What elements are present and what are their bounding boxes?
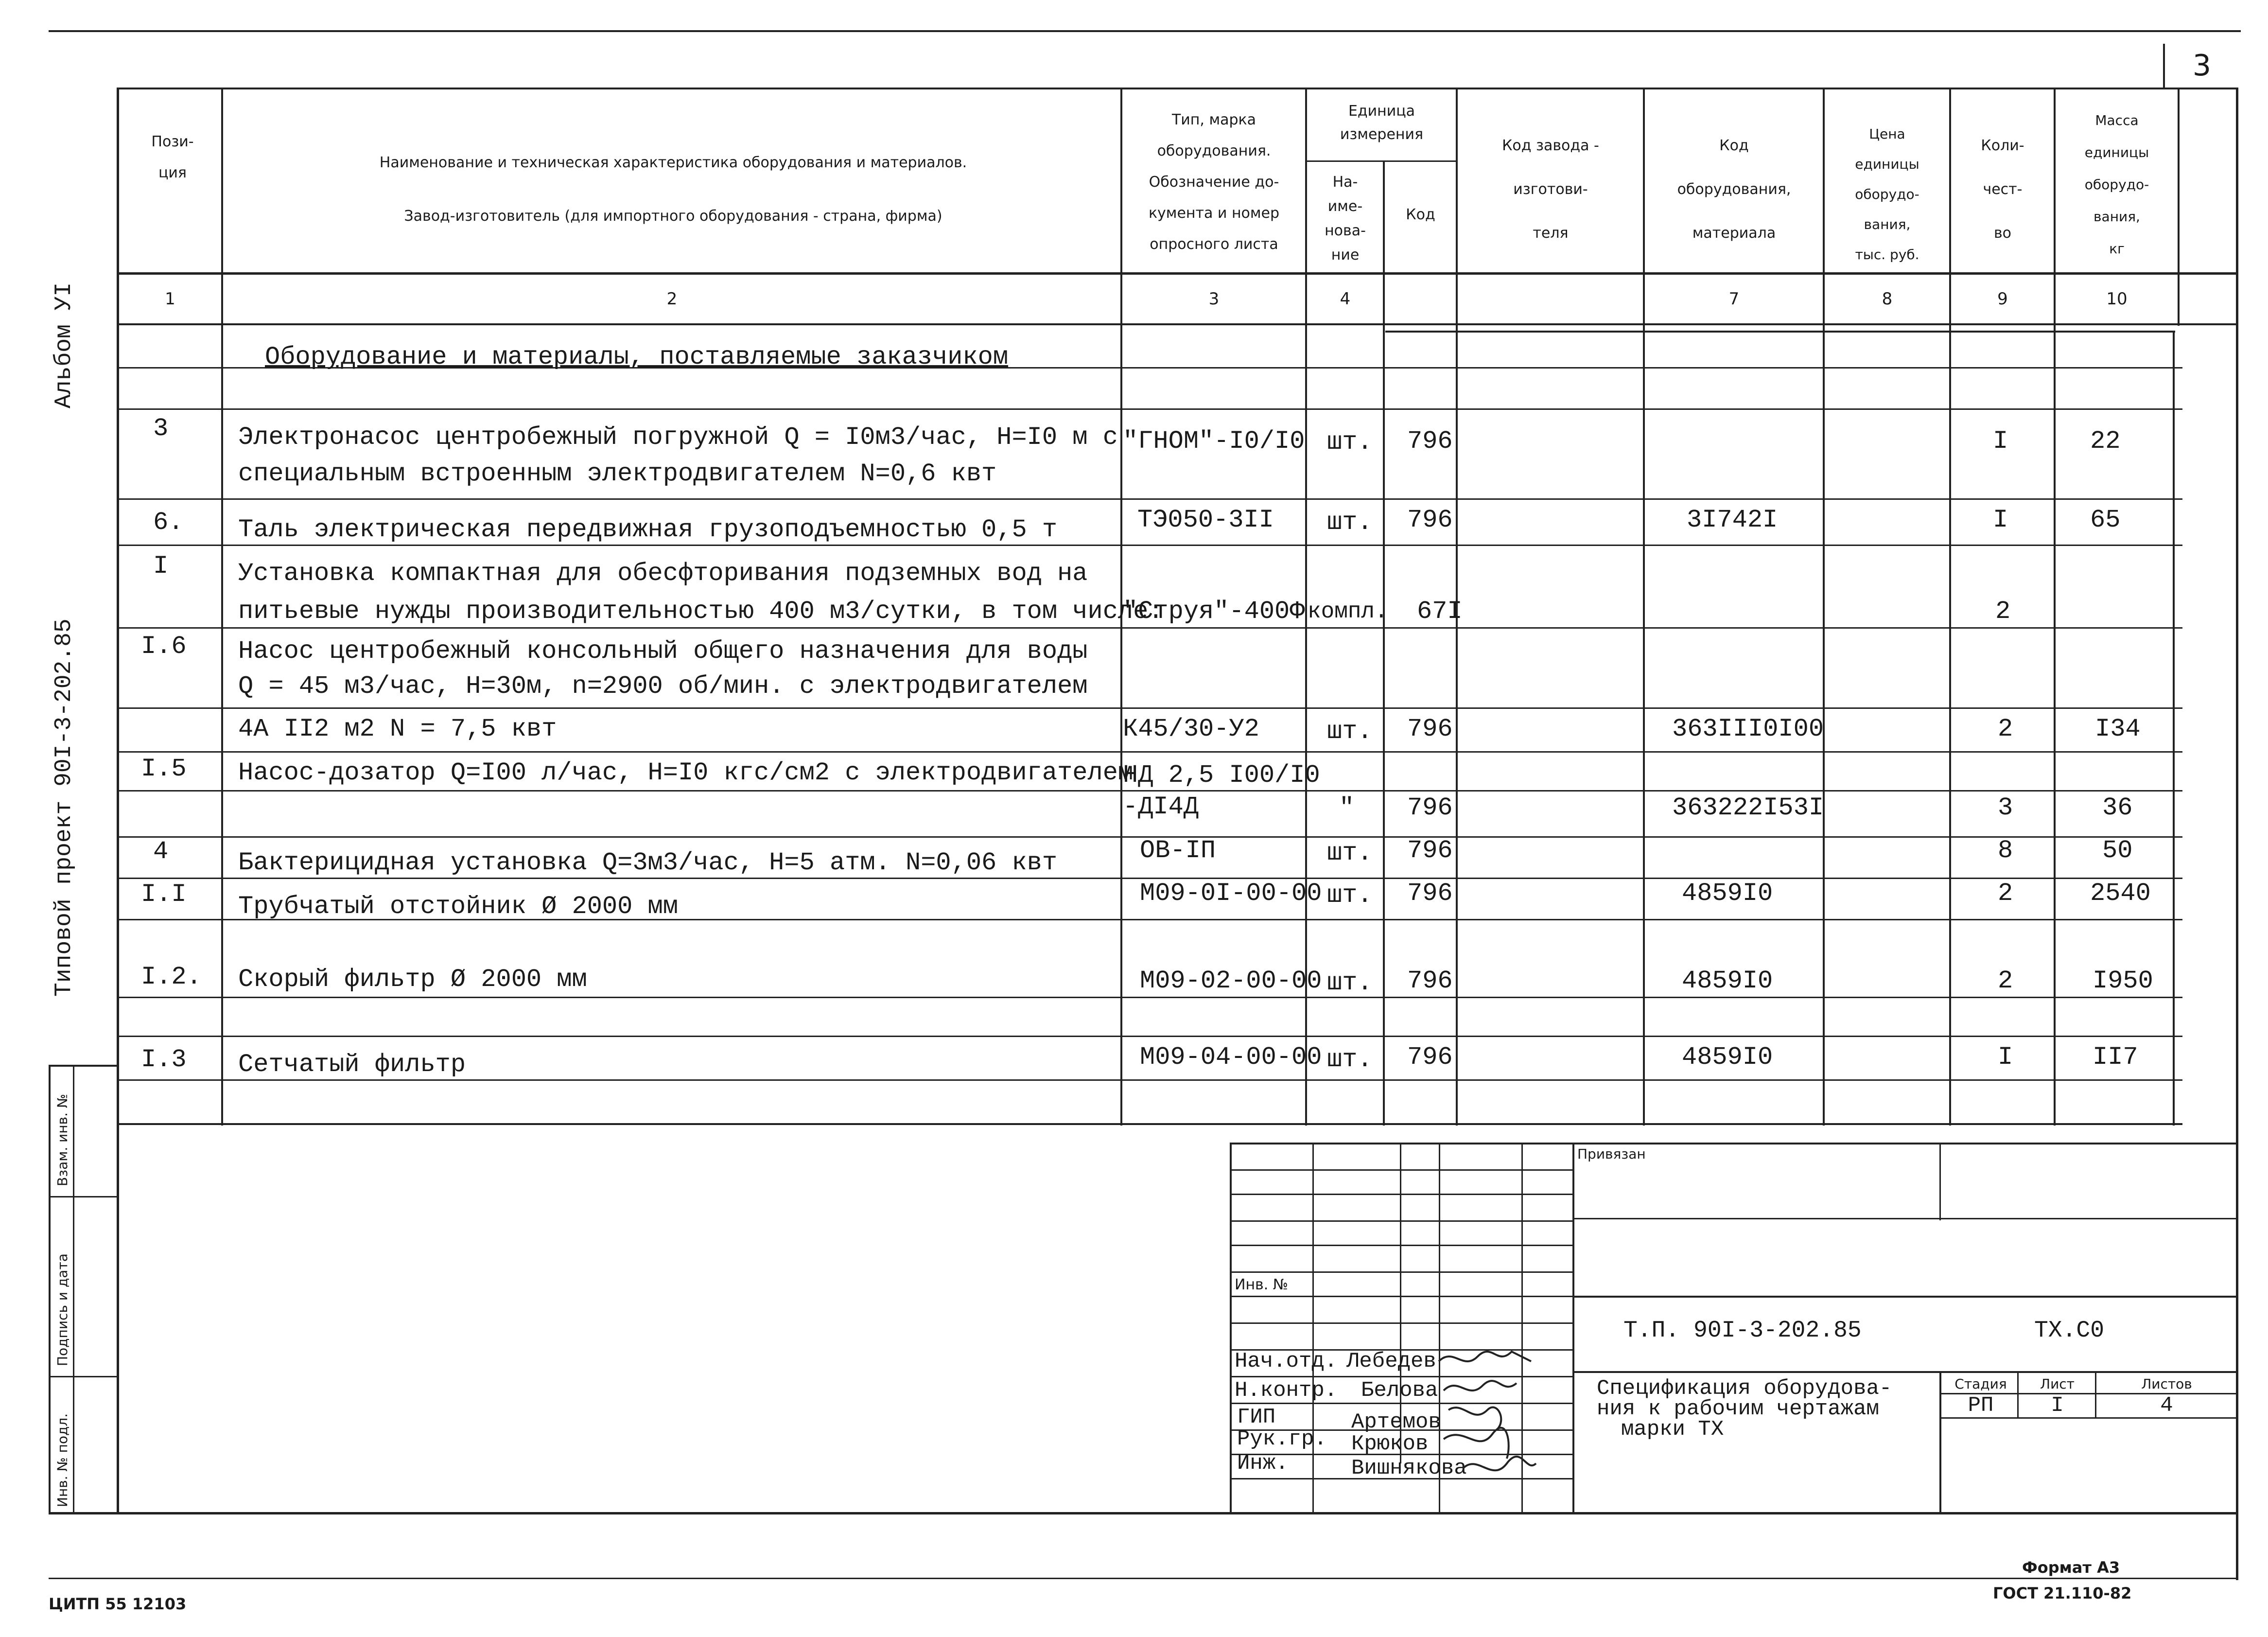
row-unit: шт. (1327, 717, 1373, 746)
colnum-4: 4 (1340, 289, 1351, 309)
row-code: 796 (1407, 1043, 1453, 1072)
row-eq-code: 363222I53I (1672, 793, 1824, 822)
row-pos: 3 (153, 414, 169, 443)
row-qty: 2 (1998, 879, 2013, 908)
document-mark: ТХ.С0 (2034, 1318, 2105, 1344)
sheet-value: I (2051, 1393, 2064, 1418)
frame-inner-top (117, 88, 2238, 89)
inv-no-label: Инв. № (1235, 1276, 1289, 1293)
signatures-image (1434, 1342, 1546, 1488)
row-unit: шт. (1327, 839, 1373, 867)
row-name: Таль электрическая передвижная грузоподъемностью 0,5 т (238, 515, 1058, 544)
row-pos: I (153, 552, 169, 581)
format-label: Формат А3 (2022, 1558, 2120, 1577)
header-position: Пози- ция (151, 133, 194, 181)
signer-name: Белова (1361, 1378, 1438, 1403)
row-pos: I.6 (141, 632, 187, 661)
row-mass: 22 (2090, 427, 2121, 456)
row-name: питьевые нужды производительностью 400 м3/сутки, в том числе: (238, 597, 1164, 626)
privyazan-label: Привязан (1577, 1146, 1646, 1162)
row-name: 4А II2 м2 N = 7,5 квт (238, 715, 557, 743)
row-name: Скорый фильтр Ø 2000 мм (238, 965, 587, 994)
row-type: "Струя"-400Ф (1123, 597, 1305, 626)
row-code: 796 (1407, 506, 1453, 534)
signer-name: Вишнякова (1351, 1456, 1467, 1480)
header-quantity: Коли- чест- во (1981, 137, 2024, 242)
project-label: Типовой проект 90I-3-202.85 (51, 618, 77, 997)
row-qty: 3 (1998, 793, 2013, 822)
row-name: Бактерицидная установка Q=3м3/час, Н=5 атм. N=0,06 квт (238, 848, 1058, 877)
side-stamp-inv-podl: Инв. № подл. (54, 1413, 70, 1507)
row-type: ОВ-IП (1140, 836, 1216, 865)
colnum-10: 10 (2106, 289, 2128, 309)
album-label: Альбом УI (51, 282, 77, 408)
header-equipment-code: Код оборудования, материала (1677, 137, 1791, 242)
row-name: специальным встроенным электродвигателем N=0,6 квт (238, 459, 997, 488)
row-mass: 2540 (2090, 879, 2151, 908)
signer-name: Лебедев (1346, 1349, 1436, 1373)
row-type: М09-04-00-00 (1140, 1043, 1322, 1072)
row-mass: I950 (2093, 967, 2153, 995)
row-code: 796 (1407, 715, 1453, 743)
signer-role: Нач.отд. (1235, 1349, 1338, 1373)
header-factory-code: Код завода - изготови- теля (1502, 137, 1599, 242)
colnum-1: 1 (165, 289, 175, 309)
row-eq-code: 363III0I00 (1672, 715, 1824, 743)
row-unit: шт. (1327, 1045, 1373, 1074)
side-stamp-vzam: Взам. инв. № (54, 1093, 70, 1186)
row-name: Насос-дозатор Q=I00 л/час, Н=I0 кгс/см2 с электродвигателем (238, 758, 1134, 787)
row-type: ТЭ050-3II (1137, 506, 1274, 534)
signer-role: ГИП (1237, 1405, 1276, 1429)
row-pos: I.5 (141, 755, 187, 783)
row-code: 796 (1407, 793, 1453, 822)
row-unit: " (1339, 793, 1355, 822)
row-name: Q = 45 м3/час, Н=30м, n=2900 об/мин. с электродвигателем (238, 672, 1088, 701)
row-eq-code: 4859I0 (1682, 879, 1773, 908)
row-name: Сетчатый фильтр (238, 1050, 466, 1079)
colnum-3: 3 (1208, 289, 1220, 309)
row-pos: I.2. (141, 963, 202, 991)
colnum-8: 8 (1882, 289, 1893, 309)
row-qty: 2 (1998, 715, 2013, 743)
row-qty: I (1998, 1043, 2013, 1072)
stage-label: Стадия (1954, 1376, 2007, 1392)
frame-right (2236, 88, 2238, 1580)
sheets-value: 4 (2160, 1393, 2173, 1418)
row-mass: 65 (2090, 506, 2121, 534)
header-unit-name: На- име- нова- ние (1325, 174, 1366, 264)
row-code: 796 (1407, 427, 1453, 456)
header-unit-group: Единица измерения (1340, 103, 1424, 143)
sheet-label: Лист (2040, 1376, 2075, 1392)
row-unit: шт. (1327, 428, 1373, 457)
header-price: Цена единицы оборудо- вания, тыс. руб. (1855, 126, 1919, 263)
signer-name: Артемов (1351, 1410, 1441, 1434)
row-qty: I (1993, 506, 2008, 534)
print-code: ЦИТП 55 12103 (49, 1595, 187, 1613)
row-name: Насос центробежный консольный общего назначения для воды (238, 637, 1088, 666)
row-unit: шт. (1327, 968, 1373, 997)
colnum-2: 2 (666, 289, 678, 309)
document-title: Спецификация оборудова- ния к рабочим чертажам марки ТХ (1597, 1376, 1892, 1442)
header-type: Тип, марка оборудования. Обозначение до- кумента и номер опросного листа (1148, 111, 1280, 253)
row-unit: компл. (1308, 599, 1388, 624)
row-pos: I.I (141, 880, 187, 909)
row-pos: 6. (153, 508, 184, 537)
frame-bottom (49, 1512, 2238, 1514)
header-unit-code: Код (1406, 206, 1435, 223)
sheet-number: 3 (2192, 49, 2212, 83)
side-stamp-podpis: Подпись и дата (54, 1253, 70, 1366)
signer-role: Н.контр. (1235, 1378, 1338, 1403)
row-type: НД 2,5 I00/I0 (1123, 761, 1320, 790)
row-code: 796 (1407, 879, 1453, 908)
sheets-label: Листов (2141, 1376, 2192, 1392)
row-name: Трубчатый отстойник Ø 2000 мм (238, 892, 678, 921)
row-eq-code: 4859I0 (1682, 967, 1773, 995)
row-type: -ДI4Д (1123, 792, 1199, 821)
row-type: М09-02-00-00 (1140, 967, 1322, 995)
row-mass: 50 (2102, 836, 2133, 865)
row-code: 796 (1407, 836, 1453, 865)
row-name: Электронасос центробежный погружной Q = I0м3/час, Н=I0 м с (238, 423, 1118, 452)
row-type: "ГНОМ"-I0/I0 (1123, 427, 1305, 456)
row-eq-code: 4859I0 (1682, 1043, 1773, 1072)
row-type: К45/30-У2 (1123, 715, 1259, 743)
colnum-7: 7 (1728, 289, 1740, 309)
row-qty: 2 (1995, 597, 2011, 626)
header-name: Наименование и техническая характеристика оборудования и материалов. Завод-изготовитель (для импортного оборудования - страна, фирма) (379, 154, 967, 225)
signer-name: Крюков (1351, 1432, 1429, 1456)
row-mass: II7 (2093, 1043, 2138, 1072)
row-qty: I (1993, 427, 2008, 456)
signer-role: Инж. (1237, 1451, 1289, 1476)
row-type: М09-0I-00-00 (1140, 879, 1322, 908)
frame-outer-bottom (49, 1578, 2238, 1579)
row-code: 796 (1407, 967, 1453, 995)
frame-top (49, 30, 2241, 32)
document-code: Т.П. 90I-3-202.85 (1623, 1318, 1862, 1344)
stage-value: РП (1968, 1393, 1994, 1418)
header-mass: Масса единицы оборудо- вания, кг (2084, 112, 2149, 257)
row-unit: шт. (1327, 508, 1373, 537)
gost-label: ГОСТ 21.110-82 (1993, 1584, 2132, 1602)
row-eq-code: 3I742I (1687, 506, 1778, 534)
row-name: Установка компактная для обесфторивания подземных вод на (238, 559, 1088, 588)
row-qty: 2 (1998, 967, 2013, 995)
row-mass: 36 (2102, 793, 2133, 822)
section-title: Оборудование и материалы, поставляемые заказчиком (265, 343, 1009, 371)
row-unit: шт. (1327, 881, 1373, 910)
row-pos: 4 (153, 837, 169, 866)
row-code: 67I (1417, 597, 1463, 626)
colnum-9: 9 (1997, 289, 2008, 309)
row-pos: I.3 (141, 1045, 187, 1074)
row-qty: 8 (1998, 836, 2013, 865)
signer-role: Рук.гр. (1237, 1427, 1327, 1451)
row-mass: I34 (2095, 715, 2141, 743)
